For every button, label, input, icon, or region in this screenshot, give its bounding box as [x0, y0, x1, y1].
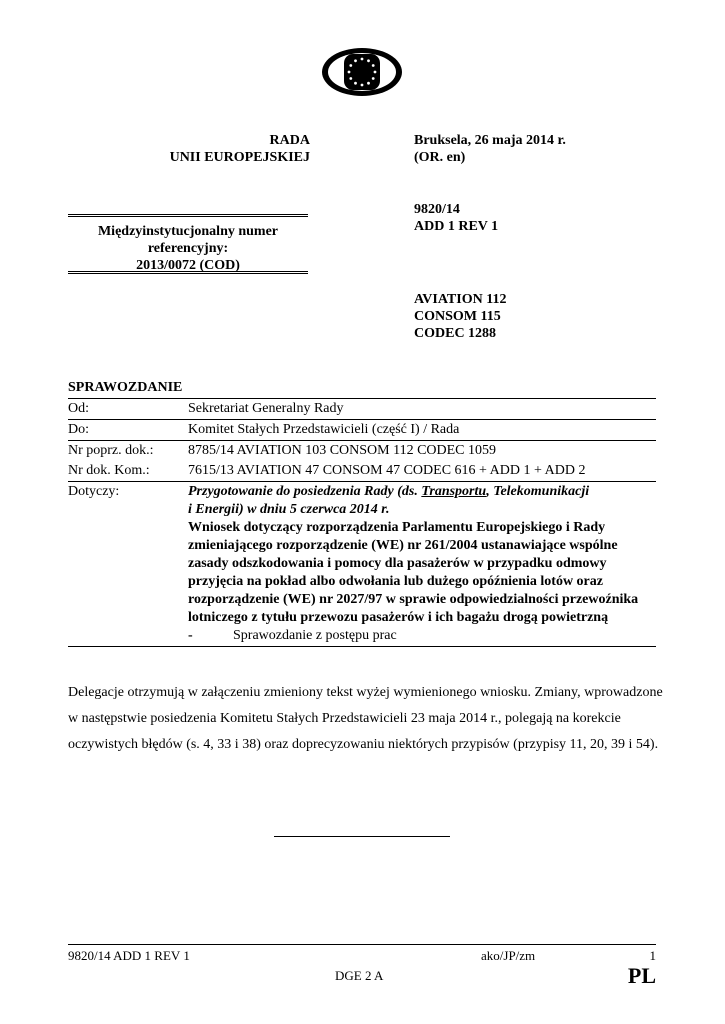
code-item: CODEC 1288: [414, 326, 497, 341]
from-value: Sekretariat Generalny Rady: [188, 401, 344, 416]
doc-suffix: ADD 1 REV 1: [414, 219, 499, 234]
body-paragraph: [68, 680, 668, 758]
to-value: Komitet Stałych Przedstawicieli (część I) / Rada: [188, 422, 460, 437]
subject-meeting-date: i Energii) w dniu 5 czerwca 2014 r.: [188, 502, 390, 517]
com-doc-label: Nr dok. Kom.:: [68, 463, 150, 478]
original-language: (OR. en): [414, 150, 466, 165]
footer-doc-ref: 9820/14 ADD 1 REV 1: [68, 948, 190, 963]
from-row: [68, 398, 656, 419]
subject-meeting-line: [188, 483, 656, 501]
report-metadata-table: [68, 398, 656, 647]
footer-page-number: 1: [649, 948, 656, 963]
council-logo: [320, 44, 404, 100]
footer-directorate: DGE 2 A: [335, 968, 384, 983]
interinstitutional-reference-box: [68, 214, 308, 274]
subject-label: Dotyczy:: [68, 484, 120, 499]
subject-underlined: Transportu: [421, 484, 487, 499]
prev-doc-label: Nr poprz. dok.:: [68, 443, 154, 458]
to-label: Do:: [68, 422, 89, 437]
footer-rule: [68, 944, 656, 945]
subject-prefix: Przygotowanie do posiedzenia Rady (ds.: [188, 484, 422, 499]
classification-codes: [414, 291, 506, 342]
institution-line2: UNII EUROPEJSKIEJ: [169, 150, 310, 165]
subject-dash-item: [188, 627, 656, 645]
subject-proposal: Wniosek dotyczący rozporządzenia Parlamentu Europejskiego i Rady zmieniającego rozporządzenie (WE) nr 261/2004 ustanawiające wspólne zasady odszkodowania i pomocy dla pasażerów w przypadku odmowy przyjęcia na pokład albo odwołania lub dużego opóźnienia lotów oraz rozporządzenie (WE) nr 2027/97 w sprawie odpowiedzialności przewoźnika lotniczego z tytułu przewozu pasażerów i ich bagażu drogą powietrzną: [188, 520, 639, 625]
ref-number: 2013/0072 (COD): [136, 258, 240, 273]
to-row: [68, 419, 656, 440]
doc-number: 9820/14: [414, 202, 460, 217]
place-date: Bruksela, 26 maja 2014 r.: [414, 133, 566, 148]
subject-row: [68, 481, 656, 647]
ref-label-line2: referencyjny:: [147, 241, 229, 256]
document-number: [414, 201, 498, 235]
institution-name: [150, 132, 310, 166]
date-block: [414, 132, 566, 166]
com-doc-value: 7615/13 AVIATION 47 CONSOM 47 CODEC 616 + ADD 1 + ADD 2: [188, 463, 586, 478]
code-item: AVIATION 112: [414, 292, 507, 307]
from-label: Od:: [68, 401, 89, 416]
footer-initials: ako/JP/zm: [481, 948, 536, 963]
dash-bullet: -: [188, 628, 193, 643]
body-text: Delegacje otrzymują w załączeniu zmieniony tekst wyżej wymienionego wniosku. Zmiany, wprowadzone w następstwie posiedzenia Komitetu Stałych Przedstawicieli 23 maja 2014 r., polegają na korekcie oczywistych błędów (s. 4, 33 i 38) oraz doprecyzowaniu niektórych przypisów (przypisy 11, 20, 39 i 54).: [68, 685, 663, 752]
end-separator: [274, 836, 450, 837]
subject-value: [188, 483, 656, 645]
code-item: CONSOM 115: [414, 309, 501, 324]
prev-doc-row: [68, 440, 656, 461]
prev-doc-value: 8785/14 AVIATION 103 CONSOM 112 CODEC 1059: [188, 443, 497, 458]
report-title: SPRAWOZDANIE: [68, 380, 183, 395]
footer-language: PL: [627, 963, 656, 988]
institution-line1: RADA: [269, 133, 310, 148]
dash-item-text: Sprawozdanie z postępu prac: [233, 628, 397, 643]
com-doc-row: [68, 461, 656, 481]
ref-label-line1: Międzyinstytucjonalny numer: [97, 224, 279, 239]
subject-suffix: , Telekomunikacji: [486, 484, 590, 499]
